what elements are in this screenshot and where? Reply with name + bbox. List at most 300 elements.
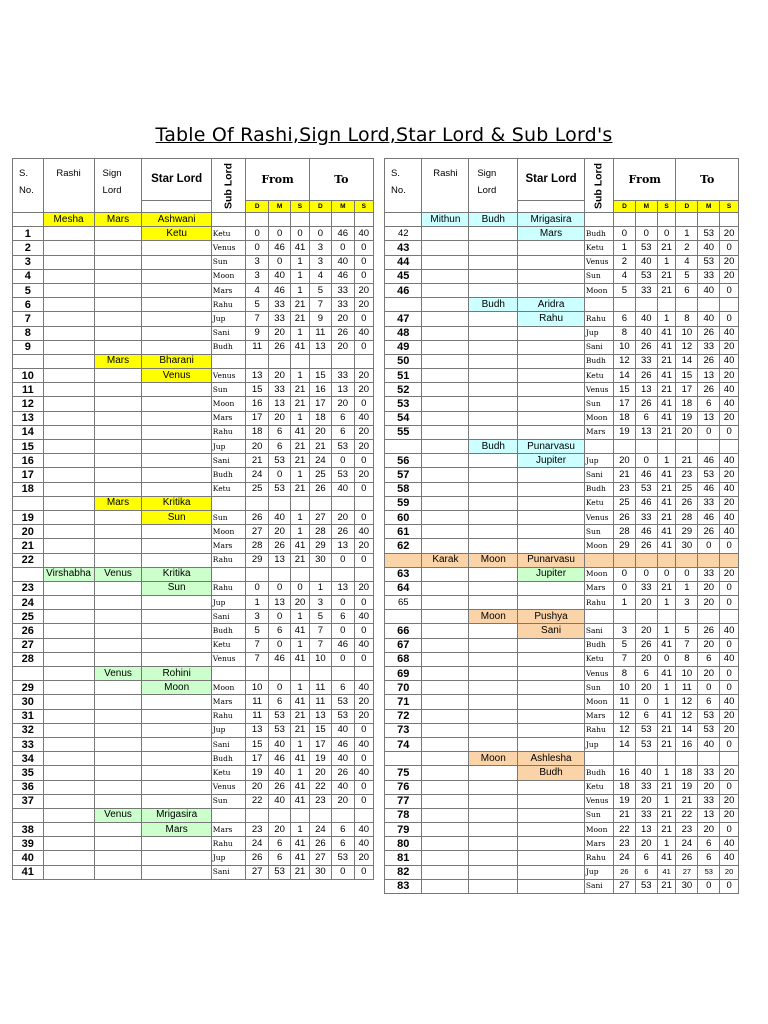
header-s-from: S [291, 201, 309, 213]
to-s-cell: 0 [354, 794, 374, 808]
header-from: From [246, 159, 309, 201]
to-m-cell: 40 [332, 780, 354, 794]
sub-lord-cell: Venus [584, 794, 613, 808]
rashi-cell [422, 468, 469, 482]
star-lord-cell [142, 851, 211, 865]
group-row [385, 610, 739, 624]
from-m-cell: 6 [268, 851, 290, 865]
from-m-cell: 26 [635, 539, 657, 553]
from-s-cell: 21 [291, 454, 309, 468]
to-m-cell: 33 [698, 794, 720, 808]
sign-lord-cell [469, 766, 518, 780]
rashi-cell [43, 440, 94, 454]
to-m-cell: 53 [698, 709, 720, 723]
sub-lord-cell: Sani [211, 454, 246, 468]
rashi-cell [422, 752, 469, 766]
from-d-cell: 27 [246, 525, 268, 539]
header-rashi: Rashi [43, 159, 94, 213]
sub-lord-cell: Sun [211, 510, 246, 524]
table-row [13, 369, 374, 383]
sign-lord-cell [469, 837, 518, 851]
header-m-from: M [268, 201, 290, 213]
group-row [13, 354, 374, 368]
from-m-cell: 20 [635, 837, 657, 851]
to-m-cell: 33 [698, 567, 720, 581]
sign-lord-cell [469, 482, 518, 496]
header-to: To [309, 159, 373, 201]
from-m-cell: 6 [635, 851, 657, 865]
sub-lord-cell: Ketu [211, 638, 246, 652]
header-m-to: M [698, 201, 720, 213]
sign-lord-cell: Budh [469, 213, 518, 227]
from-s-cell: 21 [291, 865, 309, 879]
sno-cell: 48 [385, 326, 422, 340]
sno-cell: 82 [385, 865, 422, 879]
empty-cell [614, 440, 636, 454]
to-m-cell: 0 [698, 879, 720, 893]
sub-lord-cell: Venus [584, 255, 613, 269]
rashi-cell [43, 723, 94, 737]
to-d-cell: 18 [676, 397, 698, 411]
table-row [13, 454, 374, 468]
sign-lord-cell: Moon [469, 553, 518, 567]
sign-lord-cell [469, 780, 518, 794]
from-s-cell: 1 [291, 610, 309, 624]
from-s-cell: 1 [291, 369, 309, 383]
sub-lord-cell: Moon [584, 823, 613, 837]
to-d-cell: 19 [309, 752, 331, 766]
table-row [13, 241, 374, 255]
from-m-cell: 13 [268, 397, 290, 411]
to-d-cell: 10 [676, 326, 698, 340]
table-row [385, 638, 739, 652]
sno-cell: 12 [13, 397, 44, 411]
to-d-cell: 11 [309, 326, 331, 340]
star-lord-cell [518, 667, 585, 681]
from-m-cell: 13 [635, 823, 657, 837]
to-m-cell: 33 [332, 283, 354, 297]
group-row [385, 553, 739, 567]
star-lord-cell: Punarvasu [518, 553, 585, 567]
to-s-cell: 20 [720, 340, 739, 354]
to-s-cell: 40 [720, 525, 739, 539]
from-d-cell: 29 [614, 539, 636, 553]
sno-cell: 29 [13, 681, 44, 695]
sign-lord-cell [94, 241, 142, 255]
to-m-cell: 53 [698, 723, 720, 737]
table-row [13, 596, 374, 610]
rashi-cell [422, 723, 469, 737]
empty-cell [268, 567, 290, 581]
to-s-cell: 0 [720, 681, 739, 695]
rashi-cell [422, 241, 469, 255]
sno-cell: 60 [385, 510, 422, 524]
sign-lord-cell [469, 468, 518, 482]
sign-lord-cell [94, 298, 142, 312]
from-d-cell: 5 [614, 283, 636, 297]
header-d-from: D [614, 201, 636, 213]
sub-lord-cell: Mars [211, 539, 246, 553]
sub-lord-cell: Sun [584, 269, 613, 283]
to-d-cell: 19 [676, 411, 698, 425]
from-s-cell: 1 [657, 596, 676, 610]
table-row [13, 610, 374, 624]
table-row [385, 397, 739, 411]
sub-lord-cell: Sani [211, 326, 246, 340]
to-d-cell: 26 [309, 837, 331, 851]
empty-cell [332, 496, 354, 510]
empty-cell [614, 298, 636, 312]
sign-lord-cell: Budh [469, 298, 518, 312]
to-s-cell: 20 [720, 269, 739, 283]
from-m-cell: 6 [635, 709, 657, 723]
rashi-cell [422, 269, 469, 283]
to-s-cell: 0 [354, 397, 374, 411]
sno-cell: 80 [385, 837, 422, 851]
empty-cell [268, 667, 290, 681]
from-s-cell: 21 [657, 241, 676, 255]
sub-lord-cell: Rahu [211, 425, 246, 439]
sno-cell: 9 [13, 340, 44, 354]
from-m-cell: 26 [635, 369, 657, 383]
from-d-cell: 1 [246, 596, 268, 610]
to-s-cell: 0 [720, 737, 739, 751]
to-s-cell: 0 [354, 482, 374, 496]
to-m-cell: 40 [698, 283, 720, 297]
sub-lord-cell: Sani [584, 879, 613, 893]
rashi-cell [43, 425, 94, 439]
to-m-cell: 53 [332, 695, 354, 709]
sub-lord-cell: Venus [211, 652, 246, 666]
star-lord-cell [142, 610, 211, 624]
star-lord-cell: Sani [518, 624, 585, 638]
star-lord-cell [518, 823, 585, 837]
to-s-cell: 0 [354, 241, 374, 255]
from-s-cell: 0 [291, 581, 309, 595]
table-row [13, 752, 374, 766]
to-m-cell: 0 [332, 865, 354, 879]
from-d-cell: 12 [614, 354, 636, 368]
from-d-cell: 11 [246, 709, 268, 723]
from-s-cell: 21 [657, 383, 676, 397]
from-s-cell: 41 [657, 638, 676, 652]
to-m-cell: 0 [332, 454, 354, 468]
rashi-table-left [12, 158, 374, 880]
from-m-cell: 40 [635, 312, 657, 326]
from-d-cell: 10 [614, 681, 636, 695]
from-s-cell: 21 [291, 440, 309, 454]
to-m-cell: 40 [332, 723, 354, 737]
star-lord-cell [142, 326, 211, 340]
from-s-cell: 21 [657, 723, 676, 737]
empty-cell [635, 440, 657, 454]
header-from: From [614, 159, 676, 201]
rashi-cell [43, 383, 94, 397]
to-d-cell: 21 [676, 454, 698, 468]
sub-lord-cell: Moon [584, 695, 613, 709]
from-s-cell: 1 [291, 823, 309, 837]
rashi-cell [43, 652, 94, 666]
empty-cell [268, 354, 290, 368]
group-row [385, 440, 739, 454]
table-row [385, 737, 739, 751]
from-m-cell: 26 [268, 539, 290, 553]
from-m-cell: 20 [268, 823, 290, 837]
sub-lord-cell: Rahu [584, 312, 613, 326]
to-s-cell: 40 [720, 454, 739, 468]
sign-lord-cell [94, 227, 142, 241]
sign-lord-cell [469, 326, 518, 340]
from-s-cell: 1 [657, 681, 676, 695]
to-s-cell: 20 [354, 709, 374, 723]
empty-cell [676, 752, 698, 766]
from-s-cell: 0 [657, 652, 676, 666]
empty-cell [657, 553, 676, 567]
from-m-cell: 0 [268, 227, 290, 241]
to-d-cell: 24 [309, 454, 331, 468]
to-d-cell: 10 [309, 652, 331, 666]
table-row [385, 241, 739, 255]
sub-lord-cell: Budh [584, 354, 613, 368]
star-lord-cell: Mars [142, 823, 211, 837]
empty-cell [291, 213, 309, 227]
empty-cell [720, 553, 739, 567]
to-d-cell: 8 [676, 652, 698, 666]
to-d-cell: 22 [309, 780, 331, 794]
from-d-cell: 16 [614, 766, 636, 780]
group-row [13, 808, 374, 822]
to-d-cell: 4 [676, 255, 698, 269]
to-d-cell: 18 [309, 411, 331, 425]
from-d-cell: 15 [246, 737, 268, 751]
from-m-cell: 0 [268, 638, 290, 652]
table-row [13, 695, 374, 709]
empty-cell [354, 354, 374, 368]
rashi-cell [422, 411, 469, 425]
rashi-cell [422, 667, 469, 681]
to-d-cell: 1 [309, 581, 331, 595]
sno-cell: 8 [13, 326, 44, 340]
to-s-cell: 0 [720, 283, 739, 297]
from-m-cell: 0 [268, 468, 290, 482]
empty-cell [268, 496, 290, 510]
to-s-cell: 20 [354, 440, 374, 454]
table-row [385, 425, 739, 439]
sign-lord-cell: Moon [469, 610, 518, 624]
sign-lord-cell [94, 440, 142, 454]
from-d-cell: 22 [614, 823, 636, 837]
from-s-cell: 1 [657, 794, 676, 808]
to-m-cell: 26 [698, 326, 720, 340]
to-s-cell: 20 [720, 794, 739, 808]
sign-lord-cell [469, 241, 518, 255]
rashi-cell [422, 397, 469, 411]
to-m-cell: 46 [332, 638, 354, 652]
to-s-cell: 0 [354, 255, 374, 269]
star-lord-cell [518, 837, 585, 851]
star-lord-cell [518, 496, 585, 510]
to-m-cell: 20 [332, 312, 354, 326]
rashi-cell [43, 326, 94, 340]
sno-cell: 70 [385, 681, 422, 695]
sno-cell: 72 [385, 709, 422, 723]
from-m-cell: 33 [635, 808, 657, 822]
to-m-cell: 26 [332, 525, 354, 539]
sub-lord-cell: Sani [584, 468, 613, 482]
rashi-cell [422, 326, 469, 340]
rashi-cell [422, 581, 469, 595]
empty-cell [332, 213, 354, 227]
empty-cell [354, 567, 374, 581]
sign-lord-cell [469, 667, 518, 681]
from-s-cell: 41 [657, 496, 676, 510]
from-m-cell: 53 [635, 269, 657, 283]
sno-cell: 36 [13, 780, 44, 794]
sub-lord-cell: Jup [211, 723, 246, 737]
empty-cell [657, 213, 676, 227]
sign-lord-cell [469, 539, 518, 553]
to-d-cell: 21 [676, 794, 698, 808]
star-lord-cell [142, 283, 211, 297]
to-m-cell: 20 [698, 667, 720, 681]
star-lord-cell [142, 553, 211, 567]
to-s-cell: 0 [354, 454, 374, 468]
rashi-cell [422, 823, 469, 837]
header-s-to: S [354, 201, 374, 213]
to-m-cell: 6 [698, 397, 720, 411]
to-s-cell: 0 [720, 425, 739, 439]
to-s-cell: 40 [720, 482, 739, 496]
empty-cell [635, 298, 657, 312]
from-s-cell: 1 [291, 525, 309, 539]
sno-cell [13, 667, 44, 681]
from-d-cell: 10 [614, 340, 636, 354]
empty-cell [246, 808, 268, 822]
to-d-cell: 5 [676, 624, 698, 638]
to-s-cell: 40 [720, 326, 739, 340]
from-s-cell: 41 [291, 752, 309, 766]
from-m-cell: 26 [635, 397, 657, 411]
table-row [13, 794, 374, 808]
sno-cell: 75 [385, 766, 422, 780]
from-m-cell: 6 [268, 837, 290, 851]
from-d-cell: 23 [614, 837, 636, 851]
rashi-cell [422, 610, 469, 624]
sub-lord-cell: Ketu [584, 652, 613, 666]
rashi-cell [422, 766, 469, 780]
sub-lord-cell: Moon [211, 525, 246, 539]
from-s-cell: 21 [657, 879, 676, 893]
rashi-cell [422, 567, 469, 581]
from-m-cell: 0 [635, 454, 657, 468]
to-d-cell: 23 [676, 468, 698, 482]
to-s-cell: 20 [720, 865, 739, 879]
sno-cell: 65 [385, 596, 422, 610]
sub-lord-cell: Budh [584, 638, 613, 652]
star-lord-cell [518, 709, 585, 723]
table-row [13, 482, 374, 496]
sno-cell: 4 [13, 269, 44, 283]
star-lord-cell: Moon [142, 681, 211, 695]
sign-lord-cell: Mars [94, 496, 142, 510]
sign-lord-cell [94, 695, 142, 709]
to-d-cell: 7 [309, 638, 331, 652]
rashi-cell [43, 624, 94, 638]
to-d-cell: 29 [309, 539, 331, 553]
star-lord-cell [142, 624, 211, 638]
sno-cell: 76 [385, 780, 422, 794]
to-m-cell: 53 [698, 865, 720, 879]
star-lord-cell [142, 525, 211, 539]
from-m-cell: 40 [635, 255, 657, 269]
sub-lord-cell: Jup [211, 596, 246, 610]
to-d-cell: 0 [309, 227, 331, 241]
from-m-cell: 20 [268, 369, 290, 383]
sign-lord-cell [94, 823, 142, 837]
to-m-cell: 46 [332, 269, 354, 283]
to-d-cell: 18 [676, 766, 698, 780]
rashi-cell [422, 525, 469, 539]
sign-lord-cell [94, 525, 142, 539]
rashi-cell [422, 737, 469, 751]
sno-cell [385, 440, 422, 454]
to-s-cell: 20 [720, 227, 739, 241]
from-s-cell: 1 [291, 269, 309, 283]
sno-cell: 34 [13, 752, 44, 766]
sub-lord-cell: Budh [211, 752, 246, 766]
rashi-cell [43, 255, 94, 269]
from-s-cell: 1 [657, 255, 676, 269]
to-d-cell: 23 [309, 794, 331, 808]
empty-cell [291, 496, 309, 510]
from-s-cell: 41 [657, 468, 676, 482]
empty-cell [698, 610, 720, 624]
to-d-cell: 22 [676, 808, 698, 822]
table-row [385, 411, 739, 425]
rashi-cell [43, 766, 94, 780]
to-s-cell: 20 [354, 581, 374, 595]
header-sub-lord-text: Sub Lord [592, 162, 605, 209]
from-d-cell: 3 [614, 624, 636, 638]
to-s-cell: 20 [720, 567, 739, 581]
from-s-cell: 1 [291, 411, 309, 425]
star-lord-cell [142, 312, 211, 326]
header-star-lord-sub [142, 201, 211, 213]
from-m-cell: 53 [268, 723, 290, 737]
header-sign-bottom: Lord [477, 185, 497, 196]
rashi-cell [422, 865, 469, 879]
sno-cell [385, 610, 422, 624]
to-s-cell: 40 [720, 624, 739, 638]
rashi-cell [422, 369, 469, 383]
to-s-cell: 0 [354, 652, 374, 666]
from-m-cell: 53 [635, 482, 657, 496]
from-m-cell: 46 [635, 496, 657, 510]
from-d-cell: 11 [246, 340, 268, 354]
header-star-lord: Star Lord [142, 159, 211, 201]
empty-cell [720, 440, 739, 454]
from-s-cell: 41 [657, 411, 676, 425]
sub-lord-cell: Moon [211, 269, 246, 283]
sign-lord-cell [94, 865, 142, 879]
star-lord-cell [518, 397, 585, 411]
from-s-cell: 21 [657, 737, 676, 751]
star-lord-cell [518, 681, 585, 695]
empty-cell [332, 567, 354, 581]
to-m-cell: 6 [332, 425, 354, 439]
star-lord-cell [518, 525, 585, 539]
rashi-cell [422, 780, 469, 794]
